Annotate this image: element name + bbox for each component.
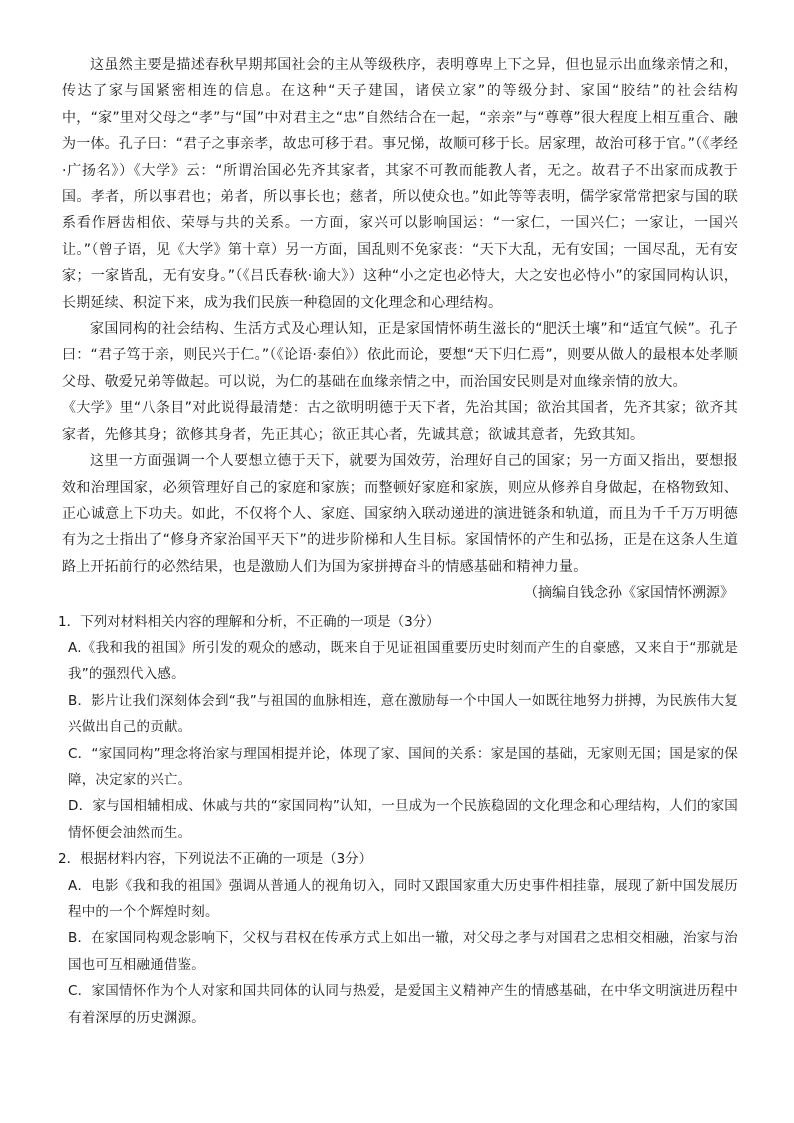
question-1-option-a: A.《我和我的祖国》所引发的观众的感动，既来自于见证祖国重要历史时刻而产生的自豪感，又来自于“那就是我”的强烈代入感。 bbox=[68, 639, 738, 683]
passage-paragraph-1: 这虽然主要是描述春秋早期邦国社会的主从等级秩序，表明尊卑上下之异，但也显示出血缘亲情之和，传达了家与国紧密相连的信息。在这种“天子建国，诸侯立家”的等级分封、家国“胶结”的社会结构中，“家”里对父母之“孝”与“国”中对君主之“忠”自然结合在一起，“亲亲”与“尊尊”很大程度上相互重合、融为一体。孔子曰：“君子之事亲孝，故忠可移于君。事兄悌，故顺可移于长。居家理，故治可移于官。”（《孝经·广扬名》）《大学》云：“所谓治国必先齐其家者，其家不可教而能教人者，无之。故君子不出家而成教于国。孝者，所以事君也；弟者，所以事长也；慈者，所以使众也。”如此等等表明，儒学家常常把家与国的联系看作唇齿相依、荣辱与共的关系。一方面，家兴可以影响国运：“一家仁，一国兴仁；一家让，一国兴让。”（曾子语，见《大学》第十章）另一方面，国乱则不免家丧：“天下大乱，无有安国；一国尽乱，无有安家；一家皆乱，无有安身。”（《吕氏春秋·谕大》）这种“小之定也必恃大，大之安也必恃小”的家国同构认识，长期延续、积淀下来，成为我们民族一种稳固的文化理念和心理结构。 bbox=[62, 57, 738, 311]
question-2-option-a: A．电影《我和我的祖国》强调从普通人的视角切入，同时又跟国家重大历史事件相挂靠，展现了新中国发展历程中的一个个辉煌时刻。 bbox=[68, 877, 738, 920]
question-2-option-c: C．家国情怀作为个人对家和国共同体的认同与热爱，是爱国主义精神产生的情感基础，在中华文明演进历程中有着深厚的历史渊源。 bbox=[68, 983, 738, 1026]
passage-paragraph-2: 家国同构的社会结构、生活方式及心理认知，正是家国情怀萌生滋长的“肥沃土壤”和“适宜气候”。孔子曰：“君子笃于亲，则民兴于仁。”（《论语·泰伯》）依此而论，要想“天下归仁焉”，则要从做人的最根本处孝顺父母、敬爱兄弟等做起。可以说，为仁的基础在血缘亲情之中，而治国安民则是对血缘亲情的放大。 bbox=[62, 321, 738, 390]
question-stem: 1．下列对材料相关内容的理解和分析，不正确的一项是（3分） bbox=[58, 613, 440, 630]
question-2-option-b: B．在家国同构观念影响下，父权与君权在传承方式上如出一辙，对父母之孝与对国君之忠相交相融，治家与治国也可互相融通借鉴。 bbox=[68, 930, 738, 973]
question-1-option-c: C．“家国同构”理念将治家与理国相提并论，体现了家、国间的关系：家是国的基础，无家则无国；国是家的保障，决定家的兴亡。 bbox=[68, 745, 738, 788]
passage-source: （摘编自钱念孙《家国情怀溯源》 bbox=[524, 585, 734, 602]
reading-passage bbox=[58, 52, 738, 1031]
question-1 bbox=[58, 609, 738, 847]
question-1-option-d: D．家与国相辅相成、休戚与共的“家国同构”认知，一旦成为一个民族稳固的文化理念和心理结构，人们的家国情怀便会油然而生。 bbox=[68, 798, 738, 841]
passage-paragraph-4: 这里一方面强调一个人要想立德于天下，就要为国效劳，治理好自己的国家；另一方面又指出，要想报效和治理国家，必须管理好自己的家庭和家族；而整顿好家庭和家族，则应从修养自身做起，在格物致知、正心诚意上下功夫。如此，不仅将个人、家庭、国家纳入联动递进的演进链条和轨道，而且为千千万万明德有为之士指出了“修身齐家治国平天下”的进步阶梯和人生目标。家国情怀的产生和弘扬，正是在这条人生道路上开拓前行的必然结果，也是激励人们为国为家拼搏奋斗的情感基础和精神力量。 bbox=[62, 453, 738, 575]
question-2 bbox=[58, 846, 738, 1031]
question-1-option-b: B．影片让我们深刻体会到“我”与祖国的血脉相连，意在激励每一个中国人一如既往地努力拼搏，为民族伟大复兴做出自己的贡献。 bbox=[68, 692, 738, 736]
passage-paragraph-3: 《大学》里“八条目”对此说得最清楚：古之欲明明德于天下者，先治其国；欲治其国者，先齐其家；欲齐其家者，先修其身；欲修其身者，先正其心；欲正其心者，先诚其意；欲诚其意者，先致其知。 bbox=[62, 400, 738, 443]
question-list bbox=[58, 609, 738, 1032]
question-stem: 2．根据材料内容，下列说法不正确的一项是（3分） bbox=[58, 851, 373, 868]
